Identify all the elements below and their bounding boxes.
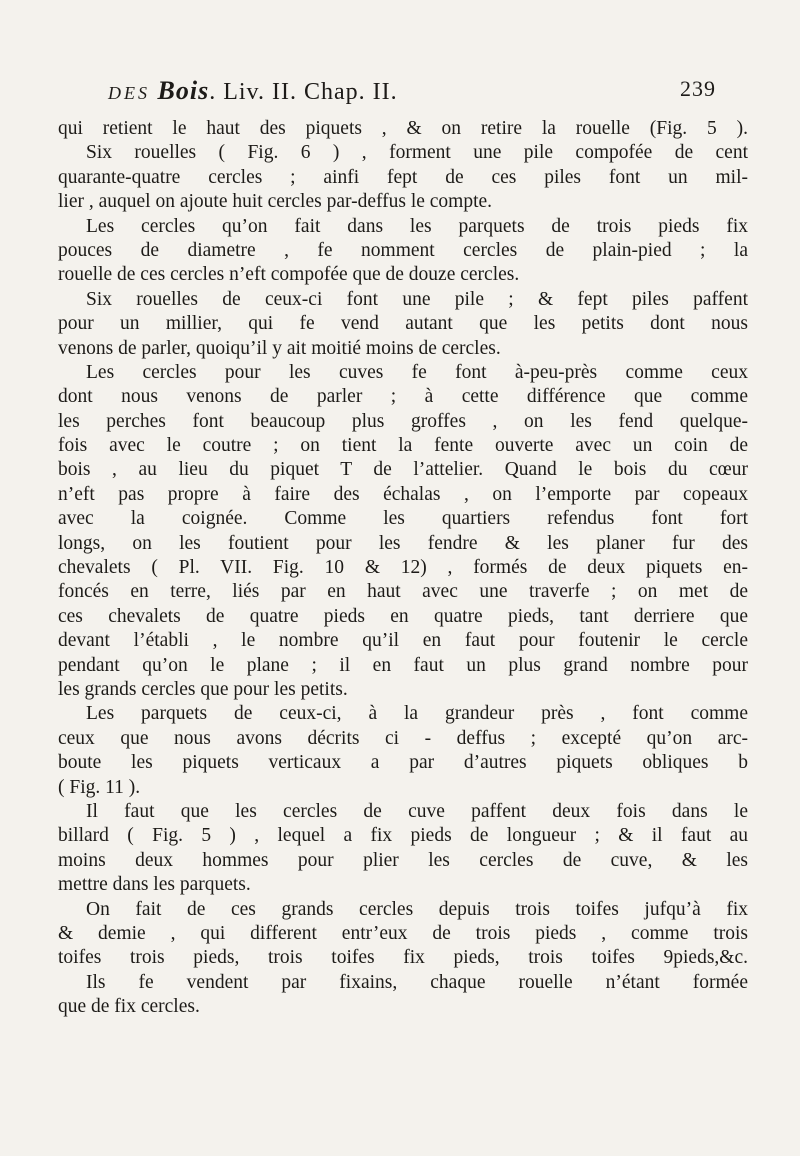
text-line: qui retient le haut des piquets , & on retire la rouelle (Fig. 5 ). (58, 118, 748, 139)
text-line: lier , auquel on ajoute huit cercles par-deffus le compte. (58, 191, 493, 213)
text-line: Les cercles pour les cuves fe font à-peu-près comme ceux (86, 361, 748, 383)
running-head-chapter: . Liv. II. Chap. II. (209, 79, 398, 105)
running-head-italic-title: Bois (157, 76, 210, 105)
text-line: quarante-quatre cercles ; ainfi fept de ces piles font un mil- (58, 166, 748, 188)
text-line: devant l’établi , le nombre qu’il en faut pour foutenir le cercle (58, 630, 748, 652)
text-line: longs, on les foutient pour les fendre & les planer fur des (58, 532, 748, 554)
text-line: bois , au lieu du piquet T de l’attelier. Quand le bois du cœur (58, 459, 748, 481)
text-line: que de fix cercles. (58, 996, 200, 1018)
running-head-title (108, 76, 398, 106)
text-line: fois avec le coutre ; on tient la fente ouverte avec un coin de (58, 435, 748, 457)
page-number: 239 (680, 76, 716, 101)
running-head (108, 76, 716, 116)
text-line: ces chevalets de quatre pieds en quatre pieds, tant derriere que (58, 605, 748, 627)
text-line: billard ( Fig. 5 ) , lequel a fix pieds de longueur ; & il faut au (58, 825, 748, 847)
text-line: dont nous venons de parler ; à cette différence que comme (58, 386, 748, 408)
text-line: foncés en terre, liés par en haut avec une traverfe ; on met de (58, 581, 748, 603)
text-line: les grands cercles que pour les petits. (58, 678, 348, 700)
text-line: ( Fig. 11 ). (58, 776, 141, 798)
text-line: avec la coignée. Comme les quartiers refendus font fort (58, 508, 748, 530)
text-line: mettre dans les parquets. (58, 874, 251, 896)
text-line: Il faut que les cercles de cuve paffent deux fois dans le (86, 800, 748, 822)
text-line: ceux que nous avons décrits ci - deffus ; excepté qu’on arc- (58, 727, 748, 749)
text-line: venons de parler, quoiqu’il y ait moitié moins de cercles. (58, 337, 501, 359)
text-line: Six rouelles ( Fig. 6 ) , forment une pile compofée de cent (86, 142, 748, 164)
text-line: pouces de diametre , fe nomment cercles de plain-pied ; la (58, 239, 748, 261)
text-line: moins deux hommes pour plier les cercles de cuve, & les (58, 849, 748, 871)
text-line: boute les piquets verticaux a par d’autres piquets obliques b (58, 752, 748, 774)
text-line: Ils fe vendent par fixains, chaque rouelle n’étant formée (86, 971, 748, 993)
text-line: n’eft pas propre à faire des échalas , on l’emporte par copeaux (58, 483, 748, 505)
text-line: & demie , qui different entr’eux de trois pieds , comme trois (58, 922, 748, 944)
text-line: rouelle de ces cercles n’eft compofée que de douze cercles. (58, 264, 520, 286)
text-line: Les cercles qu’on fait dans les parquets de trois pieds fix (86, 215, 748, 237)
running-head-prefix: DES (108, 83, 158, 103)
text-line: On fait de ces grands cercles depuis trois toifes jufqu’à fix (86, 898, 748, 920)
body-text (58, 117, 748, 1019)
text-line: Les parquets de ceux-ci, à la grandeur près , font comme (86, 703, 748, 725)
text-line: les perches font beaucoup plus groffes , on les fend quelque- (58, 410, 748, 432)
text-line: pendant qu’on le plane ; il en faut un plus grand nombre pour (58, 654, 748, 676)
text-line: chevalets ( Pl. VII. Fig. 10 & 12) , formés de deux piquets en- (58, 557, 748, 579)
text-line: Six rouelles de ceux-ci font une pile ; & fept piles paffent (86, 288, 748, 310)
text-line: toifes trois pieds, trois toifes fix pieds, trois toifes 9pieds,&c. (58, 947, 748, 969)
text-line: pour un millier, qui fe vend autant que les petits dont nous (58, 313, 748, 335)
